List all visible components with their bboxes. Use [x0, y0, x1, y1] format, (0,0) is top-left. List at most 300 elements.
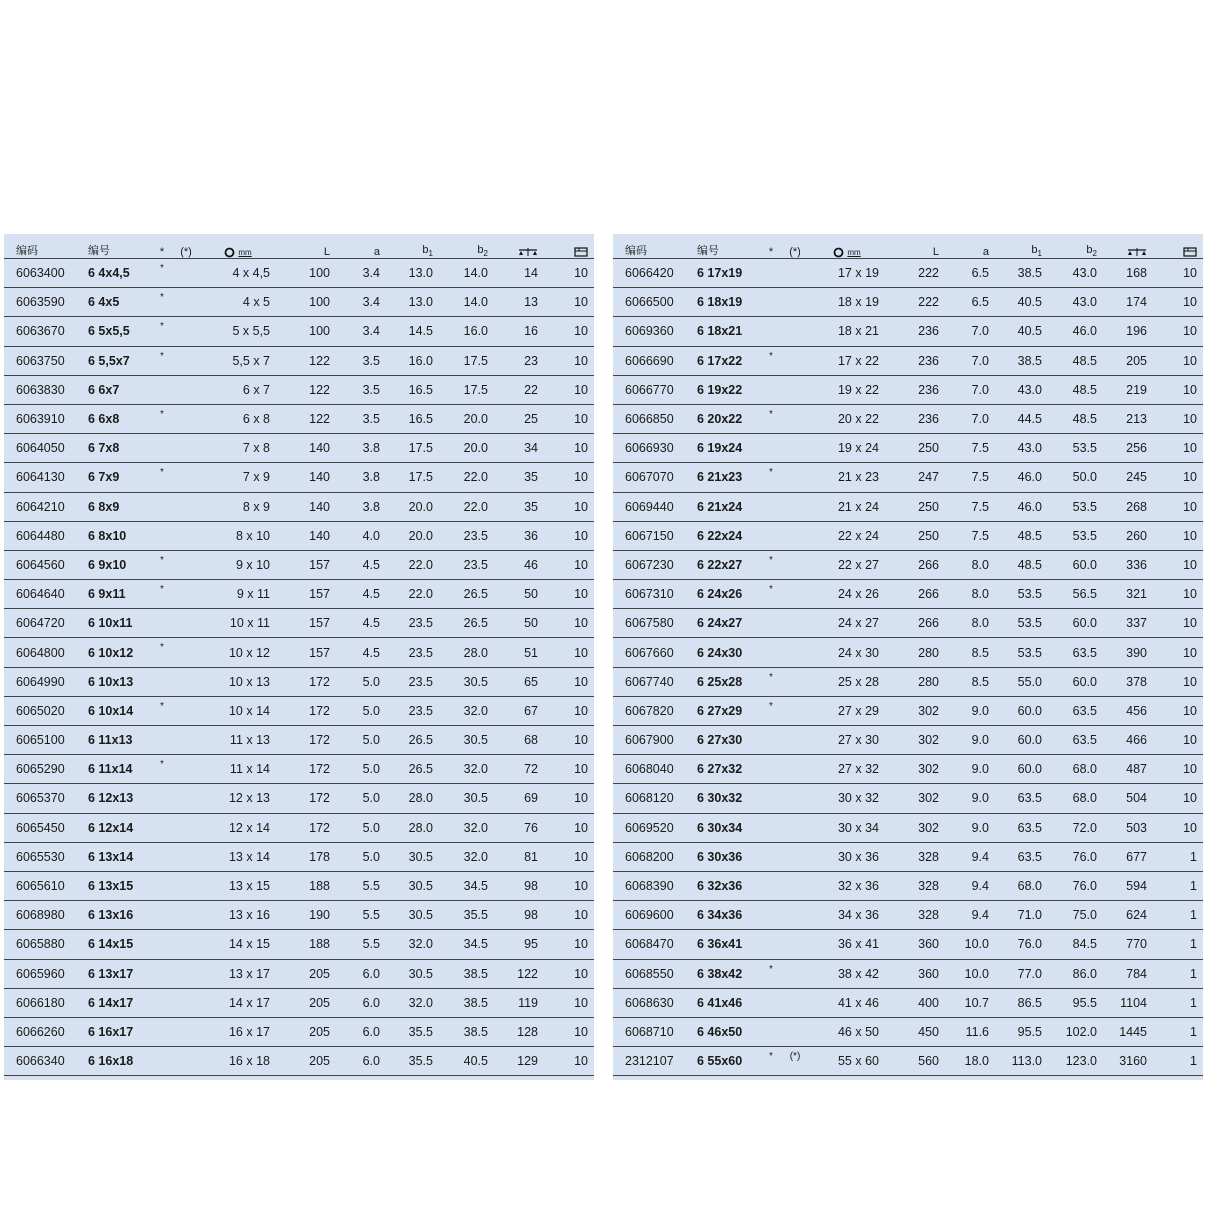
cell-L: 250 — [885, 492, 945, 521]
cell-b1: 77.0 — [995, 959, 1048, 988]
cell-paren — [781, 667, 809, 696]
cell-model: 6 4x5 — [84, 288, 152, 317]
cell-package: 1 — [1153, 988, 1203, 1017]
cell-b1: 30.5 — [386, 842, 439, 871]
cell-model: 6 41x46 — [693, 988, 761, 1017]
cell-b2: 34.5 — [439, 930, 494, 959]
cell-star: * — [761, 550, 781, 579]
cell-size: 38 x 42 — [809, 959, 885, 988]
cell-weight: 784 — [1103, 959, 1153, 988]
header-size — [809, 234, 885, 259]
table-row — [4, 784, 594, 813]
cell-weight: 503 — [1103, 813, 1153, 842]
table-row — [4, 317, 594, 346]
cell-code: 6065610 — [4, 871, 84, 900]
cell-paren — [781, 842, 809, 871]
cell-weight: 594 — [1103, 871, 1153, 900]
table-row — [4, 901, 594, 930]
cell-L: 247 — [885, 463, 945, 492]
cell-size: 17 x 19 — [809, 259, 885, 288]
cell-code: 6064480 — [4, 521, 84, 550]
cell-a: 8.5 — [945, 667, 995, 696]
cell-L: 222 — [885, 288, 945, 317]
cell-L: 236 — [885, 346, 945, 375]
cell-paren — [172, 580, 200, 609]
cell-size: 46 x 50 — [809, 1017, 885, 1046]
cell-weight: 72 — [494, 755, 544, 784]
spec-table-left — [4, 234, 594, 1075]
cell-a: 5.0 — [336, 755, 386, 784]
cell-size: 20 x 22 — [809, 404, 885, 433]
cell-code: 2312107 — [613, 1047, 693, 1076]
cell-star — [761, 259, 781, 288]
cell-model: 6 13x16 — [84, 901, 152, 930]
cell-weight: 68 — [494, 726, 544, 755]
cell-star: * — [152, 463, 172, 492]
cell-size: 8 x 10 — [200, 521, 276, 550]
cell-package: 10 — [544, 871, 594, 900]
cell-paren — [172, 871, 200, 900]
cell-weight: 337 — [1103, 609, 1153, 638]
cell-L: 302 — [885, 755, 945, 784]
cell-L: 302 — [885, 784, 945, 813]
cell-a: 9.0 — [945, 813, 995, 842]
cell-size: 10 x 13 — [200, 667, 276, 696]
cell-package: 10 — [1153, 609, 1203, 638]
cell-weight: 128 — [494, 1017, 544, 1046]
cell-b1: 32.0 — [386, 988, 439, 1017]
cell-b2: 53.5 — [1048, 434, 1103, 463]
table-row — [4, 550, 594, 579]
cell-code: 6067900 — [613, 726, 693, 755]
cell-package: 10 — [1153, 696, 1203, 725]
cell-paren — [172, 317, 200, 346]
cell-size: 8 x 9 — [200, 492, 276, 521]
table-row — [613, 492, 1203, 521]
cell-code: 6069600 — [613, 901, 693, 930]
cell-star: * — [152, 580, 172, 609]
cell-a: 5.0 — [336, 813, 386, 842]
cell-code: 6068550 — [613, 959, 693, 988]
cell-a: 3.8 — [336, 463, 386, 492]
cell-package: 10 — [544, 492, 594, 521]
cell-weight: 14 — [494, 259, 544, 288]
cell-L: 172 — [276, 726, 336, 755]
header-weight — [494, 234, 544, 259]
table-row — [4, 813, 594, 842]
cell-weight: 219 — [1103, 375, 1153, 404]
cell-weight: 168 — [1103, 259, 1153, 288]
cell-model: 6 8x9 — [84, 492, 152, 521]
cell-weight: 25 — [494, 404, 544, 433]
cell-L: 205 — [276, 988, 336, 1017]
cell-a: 6.0 — [336, 1017, 386, 1046]
cell-paren — [172, 375, 200, 404]
cell-star — [152, 434, 172, 463]
cell-a: 8.0 — [945, 550, 995, 579]
cell-size: 32 x 36 — [809, 871, 885, 900]
cell-code: 6065960 — [4, 959, 84, 988]
cell-size: 19 x 24 — [809, 434, 885, 463]
cell-code: 6066260 — [4, 1017, 84, 1046]
cell-model: 6 46x50 — [693, 1017, 761, 1046]
cell-model: 6 20x22 — [693, 404, 761, 433]
cell-package: 10 — [544, 667, 594, 696]
cell-size: 16 x 17 — [200, 1017, 276, 1046]
cell-weight: 213 — [1103, 404, 1153, 433]
cell-code: 6067740 — [613, 667, 693, 696]
cell-weight: 336 — [1103, 550, 1153, 579]
cell-a: 7.0 — [945, 346, 995, 375]
cell-b2: 53.5 — [1048, 492, 1103, 521]
cell-weight: 13 — [494, 288, 544, 317]
table-row — [4, 259, 594, 288]
cell-b1: 23.5 — [386, 609, 439, 638]
cell-model: 6 5x5,5 — [84, 317, 152, 346]
cell-a: 6.0 — [336, 988, 386, 1017]
cell-weight: 3160 — [1103, 1047, 1153, 1076]
cell-package: 10 — [1153, 492, 1203, 521]
cell-b2: 68.0 — [1048, 784, 1103, 813]
cell-model: 6 18x21 — [693, 317, 761, 346]
ring-icon — [833, 247, 844, 258]
cell-a: 5.0 — [336, 667, 386, 696]
cell-b1: 26.5 — [386, 726, 439, 755]
cell-model: 6 27x29 — [693, 696, 761, 725]
cell-b2: 50.0 — [1048, 463, 1103, 492]
cell-package: 10 — [1153, 667, 1203, 696]
cell-star: * — [152, 346, 172, 375]
cell-code: 6066420 — [613, 259, 693, 288]
cell-L: 266 — [885, 609, 945, 638]
cell-code: 6063670 — [4, 317, 84, 346]
cell-L: 178 — [276, 842, 336, 871]
cell-b2: 32.0 — [439, 842, 494, 871]
cell-package: 10 — [544, 638, 594, 667]
table-row — [613, 550, 1203, 579]
cell-L: 188 — [276, 871, 336, 900]
header-star: * — [768, 246, 774, 258]
cell-a: 5.0 — [336, 784, 386, 813]
cell-a: 4.5 — [336, 580, 386, 609]
table-row — [4, 1047, 594, 1076]
header-L: L — [323, 246, 330, 258]
cell-a: 5.5 — [336, 930, 386, 959]
cell-L: 140 — [276, 492, 336, 521]
cell-package: 10 — [1153, 726, 1203, 755]
cell-size: 34 x 36 — [809, 901, 885, 930]
cell-b2: 32.0 — [439, 696, 494, 725]
cell-b2: 35.5 — [439, 901, 494, 930]
cell-package: 10 — [544, 901, 594, 930]
cell-b1: 23.5 — [386, 696, 439, 725]
cell-paren — [781, 259, 809, 288]
cell-b2: 46.0 — [1048, 317, 1103, 346]
header-package — [544, 234, 594, 259]
cell-code: 6066340 — [4, 1047, 84, 1076]
cell-weight: 677 — [1103, 842, 1153, 871]
cell-size: 36 x 41 — [809, 930, 885, 959]
table-row — [4, 667, 594, 696]
weight-icon — [1127, 247, 1147, 257]
cell-star — [152, 726, 172, 755]
cell-paren — [781, 609, 809, 638]
cell-b1: 22.0 — [386, 580, 439, 609]
cell-paren — [781, 288, 809, 317]
cell-b2: 22.0 — [439, 492, 494, 521]
cell-paren — [172, 842, 200, 871]
cell-weight: 95 — [494, 930, 544, 959]
header-b2 — [439, 234, 494, 259]
cell-weight: 23 — [494, 346, 544, 375]
cell-size: 6 x 8 — [200, 404, 276, 433]
cell-model: 6 38x42 — [693, 959, 761, 988]
cell-b1: 48.5 — [995, 550, 1048, 579]
cell-a: 6.0 — [336, 1047, 386, 1076]
cell-size: 41 x 46 — [809, 988, 885, 1017]
cell-package: 10 — [1153, 550, 1203, 579]
cell-L: 236 — [885, 317, 945, 346]
cell-star — [761, 375, 781, 404]
cell-b2: 14.0 — [439, 259, 494, 288]
cell-code: 6067150 — [613, 521, 693, 550]
cell-a: 3.4 — [336, 288, 386, 317]
table-row — [613, 696, 1203, 725]
cell-package: 10 — [1153, 521, 1203, 550]
table-row — [613, 1047, 1203, 1076]
cell-paren — [172, 1017, 200, 1046]
cell-weight: 35 — [494, 463, 544, 492]
cell-paren — [172, 404, 200, 433]
cell-L: 157 — [276, 580, 336, 609]
cell-a: 3.8 — [336, 434, 386, 463]
cell-size: 18 x 21 — [809, 317, 885, 346]
cell-star — [761, 871, 781, 900]
cell-star — [761, 726, 781, 755]
cell-L: 560 — [885, 1047, 945, 1076]
cell-b1: 26.5 — [386, 755, 439, 784]
cell-a: 18.0 — [945, 1047, 995, 1076]
cell-weight: 81 — [494, 842, 544, 871]
cell-code: 6067820 — [613, 696, 693, 725]
cell-model: 6 30x34 — [693, 813, 761, 842]
cell-star: * — [761, 696, 781, 725]
cell-paren — [172, 988, 200, 1017]
cell-paren — [172, 755, 200, 784]
cell-package: 1 — [1153, 871, 1203, 900]
package-icon — [1183, 247, 1197, 257]
header-code: 编码 — [625, 245, 647, 257]
cell-b1: 16.5 — [386, 404, 439, 433]
cell-paren — [172, 259, 200, 288]
cell-weight: 504 — [1103, 784, 1153, 813]
table-row — [4, 288, 594, 317]
cell-package: 10 — [1153, 638, 1203, 667]
cell-b1: 63.5 — [995, 784, 1048, 813]
cell-b1: 16.5 — [386, 375, 439, 404]
header-model: 编号 — [88, 245, 110, 257]
cell-size: 25 x 28 — [809, 667, 885, 696]
cell-model: 6 12x14 — [84, 813, 152, 842]
cell-paren: (*) — [781, 1047, 809, 1076]
table-row — [613, 959, 1203, 988]
cell-package: 10 — [544, 288, 594, 317]
cell-b1: 76.0 — [995, 930, 1048, 959]
cell-star — [761, 1017, 781, 1046]
cell-model: 6 10x14 — [84, 696, 152, 725]
cell-package: 10 — [544, 784, 594, 813]
table-row — [613, 375, 1203, 404]
cell-package: 10 — [1153, 784, 1203, 813]
table-row — [613, 988, 1203, 1017]
header-code: 编码 — [16, 245, 38, 257]
header-b2-sub: 2 — [1092, 249, 1097, 258]
cell-package: 10 — [544, 521, 594, 550]
cell-paren — [172, 959, 200, 988]
table-bottom-rule — [4, 1075, 594, 1080]
cell-weight: 122 — [494, 959, 544, 988]
cell-code: 6064640 — [4, 580, 84, 609]
cell-package: 10 — [1153, 375, 1203, 404]
cell-weight: 69 — [494, 784, 544, 813]
cell-b2: 16.0 — [439, 317, 494, 346]
cell-b1: 60.0 — [995, 726, 1048, 755]
cell-paren — [781, 492, 809, 521]
cell-L: 205 — [276, 1047, 336, 1076]
cell-weight: 260 — [1103, 521, 1153, 550]
cell-weight: 36 — [494, 521, 544, 550]
cell-a: 8.0 — [945, 609, 995, 638]
cell-b1: 30.5 — [386, 871, 439, 900]
cell-paren — [172, 1047, 200, 1076]
cell-star: * — [761, 959, 781, 988]
cell-code: 6065100 — [4, 726, 84, 755]
cell-b2: 32.0 — [439, 755, 494, 784]
cell-weight: 98 — [494, 871, 544, 900]
cell-L: 236 — [885, 375, 945, 404]
cell-b2: 48.5 — [1048, 375, 1103, 404]
cell-b2: 72.0 — [1048, 813, 1103, 842]
table-row — [4, 988, 594, 1017]
cell-star: * — [152, 550, 172, 579]
table-row — [613, 521, 1203, 550]
table-row — [4, 871, 594, 900]
cell-size: 21 x 24 — [809, 492, 885, 521]
cell-paren — [172, 784, 200, 813]
cell-a: 11.6 — [945, 1017, 995, 1046]
table-row — [613, 813, 1203, 842]
cell-star — [152, 492, 172, 521]
cell-star — [152, 988, 172, 1017]
cell-L: 360 — [885, 930, 945, 959]
cell-code: 6069440 — [613, 492, 693, 521]
cell-L: 188 — [276, 930, 336, 959]
cell-package: 10 — [1153, 434, 1203, 463]
cell-b2: 48.5 — [1048, 404, 1103, 433]
cell-paren — [781, 317, 809, 346]
cell-code: 6067070 — [613, 463, 693, 492]
cell-star: * — [152, 696, 172, 725]
cell-code: 6069360 — [613, 317, 693, 346]
cell-b1: 86.5 — [995, 988, 1048, 1017]
cell-model: 6 25x28 — [693, 667, 761, 696]
cell-b1: 35.5 — [386, 1047, 439, 1076]
cell-a: 3.4 — [336, 317, 386, 346]
cell-b1: 38.5 — [995, 259, 1048, 288]
cell-weight: 51 — [494, 638, 544, 667]
cell-b1: 68.0 — [995, 871, 1048, 900]
cell-star — [761, 288, 781, 317]
cell-star: * — [761, 580, 781, 609]
cell-L: 122 — [276, 375, 336, 404]
cell-a: 5.0 — [336, 696, 386, 725]
cell-package: 1 — [1153, 842, 1203, 871]
cell-b1: 28.0 — [386, 784, 439, 813]
cell-weight: 456 — [1103, 696, 1153, 725]
cell-paren — [172, 930, 200, 959]
cell-a: 5.5 — [336, 901, 386, 930]
cell-code: 6065370 — [4, 784, 84, 813]
cell-model: 6 12x13 — [84, 784, 152, 813]
cell-code: 6063910 — [4, 404, 84, 433]
cell-b2: 17.5 — [439, 375, 494, 404]
cell-star — [761, 901, 781, 930]
cell-code: 6065880 — [4, 930, 84, 959]
cell-model: 6 10x12 — [84, 638, 152, 667]
cell-L: 122 — [276, 346, 336, 375]
cell-b2: 75.0 — [1048, 901, 1103, 930]
cell-star: * — [761, 404, 781, 433]
cell-paren — [781, 375, 809, 404]
cell-b2: 34.5 — [439, 871, 494, 900]
cell-code: 6065530 — [4, 842, 84, 871]
cell-b2: 63.5 — [1048, 638, 1103, 667]
cell-paren — [781, 404, 809, 433]
header-b1-sub: 1 — [428, 249, 433, 258]
cell-a: 9.4 — [945, 842, 995, 871]
cell-a: 3.4 — [336, 259, 386, 288]
cell-star — [761, 755, 781, 784]
cell-star — [761, 521, 781, 550]
cell-paren — [172, 288, 200, 317]
cell-size: 5,5 x 7 — [200, 346, 276, 375]
cell-star — [152, 609, 172, 638]
cell-package: 10 — [1153, 580, 1203, 609]
cell-size: 12 x 14 — [200, 813, 276, 842]
cell-code: 6067660 — [613, 638, 693, 667]
cell-code: 6066690 — [613, 346, 693, 375]
cell-code: 6068710 — [613, 1017, 693, 1046]
cell-size: 30 x 34 — [809, 813, 885, 842]
cell-star — [761, 930, 781, 959]
cell-star: * — [761, 1047, 781, 1076]
cell-paren — [781, 346, 809, 375]
cell-b2: 17.5 — [439, 346, 494, 375]
cell-b1: 53.5 — [995, 638, 1048, 667]
header-size — [200, 234, 276, 259]
cell-a: 9.0 — [945, 696, 995, 725]
cell-size: 10 x 12 — [200, 638, 276, 667]
cell-size: 21 x 23 — [809, 463, 885, 492]
cell-weight: 487 — [1103, 755, 1153, 784]
cell-paren — [172, 434, 200, 463]
cell-size: 19 x 22 — [809, 375, 885, 404]
cell-a: 10.7 — [945, 988, 995, 1017]
cell-L: 122 — [276, 404, 336, 433]
cell-model: 6 10x11 — [84, 609, 152, 638]
cell-weight: 1104 — [1103, 988, 1153, 1017]
table-row — [4, 638, 594, 667]
